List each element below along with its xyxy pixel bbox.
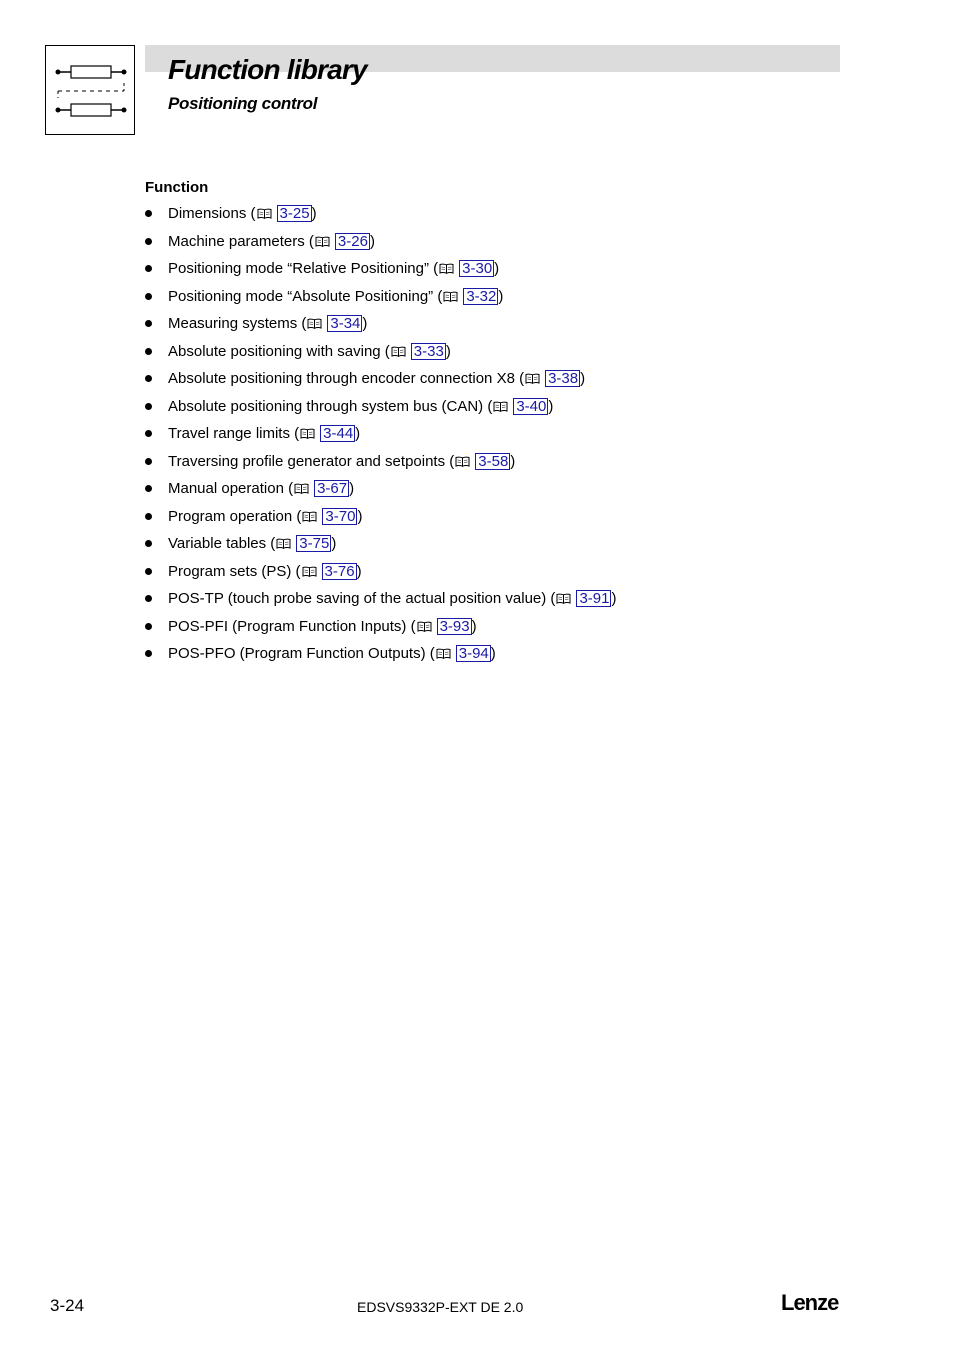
book-icon bbox=[300, 428, 315, 439]
closing-parenthesis: ) bbox=[490, 645, 496, 662]
list-item bbox=[145, 310, 616, 338]
book-icon bbox=[493, 401, 508, 412]
brand-logo: Lenze bbox=[781, 1290, 839, 1315]
book-icon bbox=[294, 483, 309, 494]
closing-parenthesis: ) bbox=[331, 535, 337, 552]
page-reference-link[interactable]: 3-44 bbox=[320, 425, 355, 442]
list-item-text: Machine parameters ( bbox=[168, 232, 314, 250]
page-reference-link[interactable]: 3-34 bbox=[327, 315, 362, 332]
bullet-icon bbox=[145, 320, 152, 327]
list-item-text: POS-TP (touch probe saving of the actual position value) ( bbox=[168, 590, 556, 607]
closing-parenthesis: ) bbox=[510, 452, 516, 470]
list-item bbox=[145, 393, 616, 421]
list-item-text: Positioning mode “Absolute Positioning” ( bbox=[168, 287, 443, 305]
list-item bbox=[145, 448, 616, 476]
list-item bbox=[145, 640, 616, 668]
list-item bbox=[145, 558, 616, 586]
page-reference-link[interactable]: 3-40 bbox=[513, 398, 548, 415]
book-icon bbox=[525, 373, 540, 384]
list-item-text: POS-PFO (Program Function Outputs) ( bbox=[168, 645, 435, 662]
list-item bbox=[145, 530, 616, 558]
closing-parenthesis: ) bbox=[611, 590, 617, 607]
closing-parenthesis: ) bbox=[498, 287, 504, 305]
list-item bbox=[145, 200, 616, 228]
book-icon bbox=[417, 621, 432, 632]
list-item bbox=[145, 255, 616, 283]
page-reference-link[interactable]: 3-94 bbox=[456, 645, 491, 662]
bullet-icon bbox=[145, 458, 152, 465]
bullet-icon bbox=[145, 623, 152, 630]
page-reference-link[interactable]: 3-76 bbox=[322, 563, 357, 580]
book-icon bbox=[436, 648, 451, 659]
list-item-text: POS-PFI (Program Function Inputs) ( bbox=[168, 617, 416, 635]
section-heading: Function bbox=[145, 179, 209, 196]
book-icon bbox=[276, 538, 291, 549]
page-reference-link[interactable]: 3-91 bbox=[576, 590, 611, 607]
list-item bbox=[145, 283, 616, 311]
closing-parenthesis: ) bbox=[311, 205, 317, 222]
list-item-text: Variable tables ( bbox=[168, 535, 276, 552]
bullet-icon bbox=[145, 265, 152, 272]
bullet-icon bbox=[145, 293, 152, 300]
page-reference-link[interactable]: 3-75 bbox=[296, 535, 331, 552]
book-icon bbox=[315, 236, 330, 247]
page-reference-link[interactable]: 3-25 bbox=[277, 205, 312, 222]
bullet-icon bbox=[145, 238, 152, 245]
bullet-icon bbox=[145, 485, 152, 492]
bullet-icon bbox=[145, 348, 152, 355]
list-item bbox=[145, 585, 616, 613]
list-item bbox=[145, 420, 616, 448]
bullet-icon bbox=[145, 568, 152, 575]
closing-parenthesis: ) bbox=[355, 425, 361, 442]
bullet-icon bbox=[145, 595, 152, 602]
list-item-text: Absolute positioning through encoder connection X8 ( bbox=[168, 370, 525, 387]
list-item-text: Travel range limits ( bbox=[168, 425, 300, 442]
page-reference-link[interactable]: 3-38 bbox=[545, 370, 580, 387]
bullet-icon bbox=[145, 403, 152, 410]
bullet-icon bbox=[145, 650, 152, 657]
page-reference-link[interactable]: 3-70 bbox=[322, 508, 357, 525]
page-reference-link[interactable]: 3-33 bbox=[411, 343, 446, 360]
bullet-icon bbox=[145, 430, 152, 437]
list-item-text: Program sets (PS) ( bbox=[168, 562, 301, 580]
function-list bbox=[145, 200, 616, 668]
book-icon bbox=[307, 318, 322, 329]
list-item-text: Dimensions ( bbox=[168, 205, 256, 222]
book-icon bbox=[302, 566, 317, 577]
closing-parenthesis: ) bbox=[356, 562, 362, 580]
closing-parenthesis: ) bbox=[349, 480, 355, 497]
closing-parenthesis: ) bbox=[494, 260, 500, 277]
list-item bbox=[145, 475, 616, 503]
bullet-icon bbox=[145, 513, 152, 520]
bullet-icon bbox=[145, 540, 152, 547]
footer-document-id: EDSVS9332P-EXT DE 2.0 bbox=[357, 1299, 524, 1315]
list-item-text: Positioning mode “Relative Positioning” ( bbox=[168, 260, 439, 277]
book-icon bbox=[439, 263, 454, 274]
page-reference-link[interactable]: 3-26 bbox=[335, 233, 370, 250]
page-title: Function library bbox=[168, 54, 367, 85]
list-item bbox=[145, 228, 616, 256]
book-icon bbox=[455, 456, 470, 467]
list-item-text: Absolute positioning with saving ( bbox=[168, 342, 390, 360]
book-icon bbox=[443, 291, 458, 302]
closing-parenthesis: ) bbox=[369, 232, 375, 250]
closing-parenthesis: ) bbox=[580, 370, 586, 387]
list-item-text: Program operation ( bbox=[168, 507, 302, 525]
footer-page-number: 3-24 bbox=[50, 1296, 85, 1315]
page-reference-link[interactable]: 3-30 bbox=[459, 260, 494, 277]
list-item bbox=[145, 613, 616, 641]
function-block-diagram-icon bbox=[46, 46, 136, 136]
book-icon bbox=[391, 346, 406, 357]
book-icon bbox=[302, 511, 317, 522]
list-item bbox=[145, 503, 616, 531]
list-item-text: Traversing profile generator and setpoints ( bbox=[168, 452, 455, 470]
list-item-text: Absolute positioning through system bus (CAN) ( bbox=[168, 397, 493, 415]
list-item bbox=[145, 365, 616, 393]
page-reference-link[interactable]: 3-58 bbox=[475, 453, 510, 470]
closing-parenthesis: ) bbox=[445, 342, 451, 360]
closing-parenthesis: ) bbox=[471, 617, 477, 635]
page-reference-link[interactable]: 3-67 bbox=[314, 480, 349, 497]
bullet-icon bbox=[145, 210, 152, 217]
book-icon bbox=[257, 208, 272, 219]
function-block-logo bbox=[45, 45, 135, 135]
list-item bbox=[145, 338, 616, 366]
page-reference-link[interactable]: 3-93 bbox=[437, 618, 472, 635]
bullet-icon bbox=[145, 375, 152, 382]
page-subtitle: Positioning control bbox=[168, 94, 318, 113]
page-reference-link[interactable]: 3-32 bbox=[463, 288, 498, 305]
closing-parenthesis: ) bbox=[362, 315, 368, 332]
closing-parenthesis: ) bbox=[357, 507, 363, 525]
closing-parenthesis: ) bbox=[548, 397, 554, 415]
list-item-text: Measuring systems ( bbox=[168, 315, 307, 332]
book-icon bbox=[556, 593, 571, 604]
list-item-text: Manual operation ( bbox=[168, 480, 294, 497]
